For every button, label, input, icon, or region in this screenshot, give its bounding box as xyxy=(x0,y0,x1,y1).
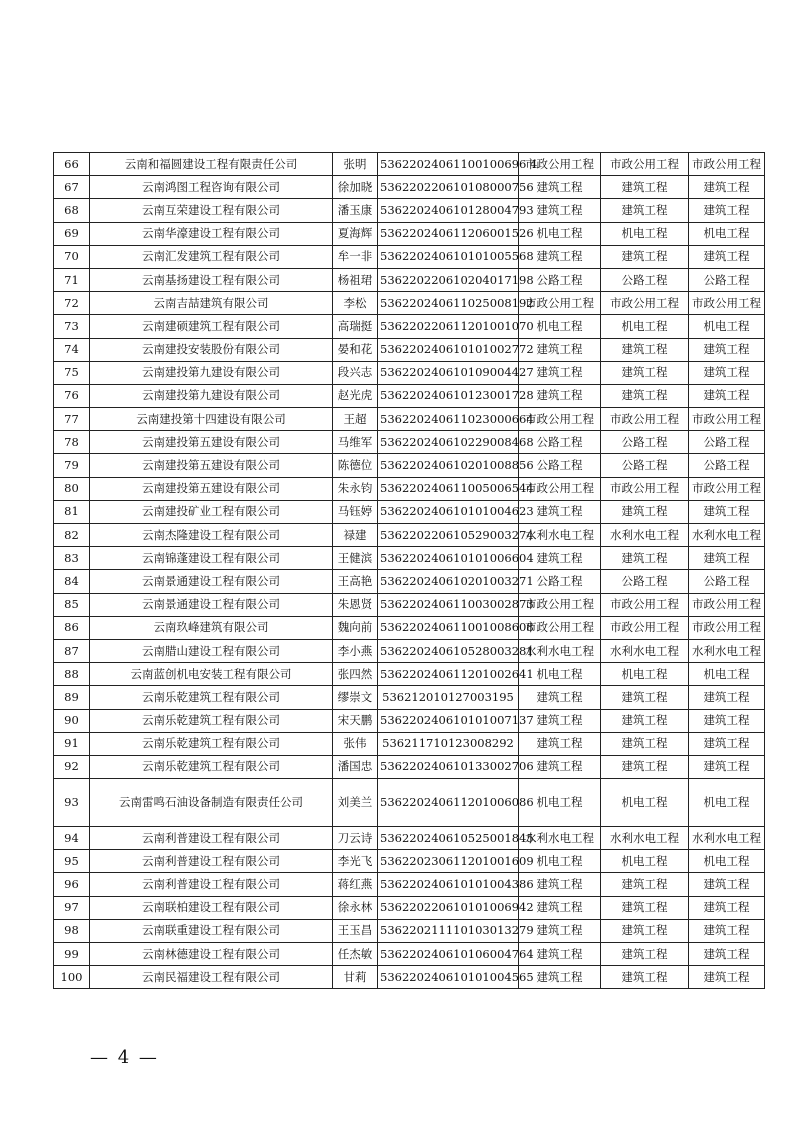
row-number: 94 xyxy=(54,827,90,850)
table-row xyxy=(54,570,765,593)
certificate-number: 536220220611201001070 xyxy=(378,315,519,338)
person-name: 马钰婷 xyxy=(333,500,378,523)
company-name: 云南玖峰建筑有限公司 xyxy=(90,616,333,639)
specialty-3: 建筑工程 xyxy=(689,245,765,268)
company-name: 云南建投第九建设有限公司 xyxy=(90,361,333,384)
company-name: 云南利普建设工程有限公司 xyxy=(90,850,333,873)
specialty-2: 机电工程 xyxy=(601,663,689,686)
table-row xyxy=(54,222,765,245)
specialty-1: 建筑工程 xyxy=(519,943,601,966)
table-row xyxy=(54,408,765,431)
certificate-number: 536220240610109004427 xyxy=(378,361,519,384)
person-name: 刀云诗 xyxy=(333,827,378,850)
certificate-number: 536220240610133002706 xyxy=(378,755,519,778)
specialty-2: 机电工程 xyxy=(601,222,689,245)
specialty-1: 水利水电工程 xyxy=(519,827,601,850)
certificate-number: 536220230611201001609 xyxy=(378,850,519,873)
person-name: 王玉昌 xyxy=(333,919,378,942)
certificate-number: 536220220610101006942 xyxy=(378,896,519,919)
row-number: 68 xyxy=(54,199,90,222)
person-name: 马维军 xyxy=(333,431,378,454)
table-row xyxy=(54,663,765,686)
specialty-2: 建筑工程 xyxy=(601,873,689,896)
specialty-1: 建筑工程 xyxy=(519,732,601,755)
row-number: 71 xyxy=(54,268,90,291)
table-row xyxy=(54,709,765,732)
certificate-number: 536220240611201006086 xyxy=(378,779,519,827)
company-name: 云南华濠建设工程有限公司 xyxy=(90,222,333,245)
specialty-2: 机电工程 xyxy=(601,779,689,827)
specialty-2: 机电工程 xyxy=(601,850,689,873)
specialty-3: 建筑工程 xyxy=(689,709,765,732)
specialty-2: 公路工程 xyxy=(601,454,689,477)
company-name: 云南建投第五建设有限公司 xyxy=(90,431,333,454)
company-name: 云南吉喆建筑有限公司 xyxy=(90,292,333,315)
specialty-3: 水利水电工程 xyxy=(689,827,765,850)
specialty-3: 市政公用工程 xyxy=(689,477,765,500)
specialty-1: 市政公用工程 xyxy=(519,153,601,176)
certificate-number: 536212010127003195 xyxy=(378,686,519,709)
specialty-1: 市政公用工程 xyxy=(519,616,601,639)
row-number: 95 xyxy=(54,850,90,873)
specialty-1: 建筑工程 xyxy=(519,709,601,732)
table-row xyxy=(54,153,765,176)
specialty-1: 建筑工程 xyxy=(519,338,601,361)
row-number: 92 xyxy=(54,755,90,778)
company-name: 云南利普建设工程有限公司 xyxy=(90,873,333,896)
company-name: 云南雷鸣石油设备制造有限责任公司 xyxy=(90,779,333,827)
table-row xyxy=(54,639,765,662)
specialty-1: 公路工程 xyxy=(519,268,601,291)
person-name: 王健滨 xyxy=(333,547,378,570)
person-name: 段兴志 xyxy=(333,361,378,384)
table-row xyxy=(54,873,765,896)
specialty-3: 机电工程 xyxy=(689,779,765,827)
company-name: 云南乐乾建筑工程有限公司 xyxy=(90,709,333,732)
table-row xyxy=(54,919,765,942)
specialty-1: 建筑工程 xyxy=(519,919,601,942)
person-name: 晏和花 xyxy=(333,338,378,361)
certificate-number: 536211710123008292 xyxy=(378,732,519,755)
person-name: 张伟 xyxy=(333,732,378,755)
specialty-3: 机电工程 xyxy=(689,222,765,245)
row-number: 77 xyxy=(54,408,90,431)
row-number: 72 xyxy=(54,292,90,315)
specialty-1: 建筑工程 xyxy=(519,199,601,222)
certificate-number: 536220240610201003271 xyxy=(378,570,519,593)
specialty-1: 水利水电工程 xyxy=(519,639,601,662)
specialty-3: 建筑工程 xyxy=(689,547,765,570)
table-row xyxy=(54,779,765,827)
certificate-number: 536220240611005006544 xyxy=(378,477,519,500)
specialty-2: 水利水电工程 xyxy=(601,827,689,850)
table-row xyxy=(54,966,765,989)
table-row xyxy=(54,547,765,570)
row-number: 70 xyxy=(54,245,90,268)
specialty-3: 建筑工程 xyxy=(689,732,765,755)
row-number: 69 xyxy=(54,222,90,245)
certificate-number: 536220240610201008856 xyxy=(378,454,519,477)
company-name: 云南蓝创机电安装工程有限公司 xyxy=(90,663,333,686)
table-row xyxy=(54,755,765,778)
row-number: 86 xyxy=(54,616,90,639)
specialty-2: 建筑工程 xyxy=(601,199,689,222)
table-row xyxy=(54,686,765,709)
person-name: 王高艳 xyxy=(333,570,378,593)
person-name: 王超 xyxy=(333,408,378,431)
specialty-2: 公路工程 xyxy=(601,570,689,593)
specialty-1: 建筑工程 xyxy=(519,686,601,709)
company-name: 云南景通建设工程有限公司 xyxy=(90,593,333,616)
specialty-1: 建筑工程 xyxy=(519,500,601,523)
registration-table xyxy=(53,152,765,989)
row-number: 91 xyxy=(54,732,90,755)
person-name: 高瑞挺 xyxy=(333,315,378,338)
table-row xyxy=(54,500,765,523)
table-row xyxy=(54,245,765,268)
certificate-number: 536220240610101004565 xyxy=(378,966,519,989)
certificate-number: 536220240610525001845 xyxy=(378,827,519,850)
company-name: 云南建投第十四建设有限公司 xyxy=(90,408,333,431)
specialty-1: 建筑工程 xyxy=(519,245,601,268)
row-number: 67 xyxy=(54,176,90,199)
row-number: 97 xyxy=(54,896,90,919)
specialty-2: 水利水电工程 xyxy=(601,524,689,547)
company-name: 云南民福建设工程有限公司 xyxy=(90,966,333,989)
specialty-1: 建筑工程 xyxy=(519,547,601,570)
company-name: 云南腊山建设工程有限公司 xyxy=(90,639,333,662)
row-number: 76 xyxy=(54,384,90,407)
specialty-1: 建筑工程 xyxy=(519,384,601,407)
person-name: 夏海辉 xyxy=(333,222,378,245)
specialty-2: 建筑工程 xyxy=(601,500,689,523)
specialty-3: 机电工程 xyxy=(689,663,765,686)
company-name: 云南建投第五建设有限公司 xyxy=(90,477,333,500)
specialty-2: 建筑工程 xyxy=(601,919,689,942)
specialty-3: 市政公用工程 xyxy=(689,593,765,616)
company-name: 云南锦蓬建设工程有限公司 xyxy=(90,547,333,570)
table-row xyxy=(54,268,765,291)
table-row xyxy=(54,896,765,919)
row-number: 66 xyxy=(54,153,90,176)
specialty-3: 建筑工程 xyxy=(689,500,765,523)
certificate-number: 536220240610101007137 xyxy=(378,709,519,732)
specialty-1: 机电工程 xyxy=(519,850,601,873)
specialty-1: 建筑工程 xyxy=(519,873,601,896)
certificate-number: 536220240610123001728 xyxy=(378,384,519,407)
specialty-1: 市政公用工程 xyxy=(519,593,601,616)
company-name: 云南林德建设工程有限公司 xyxy=(90,943,333,966)
specialty-3: 公路工程 xyxy=(689,431,765,454)
certificate-number: 536220220610529003274 xyxy=(378,524,519,547)
specialty-3: 建筑工程 xyxy=(689,966,765,989)
specialty-2: 公路工程 xyxy=(601,431,689,454)
person-name: 朱永钧 xyxy=(333,477,378,500)
certificate-number: 536220220610204017198 xyxy=(378,268,519,291)
certificate-number: 536220240610101004623 xyxy=(378,500,519,523)
row-number: 75 xyxy=(54,361,90,384)
company-name: 云南乐乾建筑工程有限公司 xyxy=(90,686,333,709)
certificate-number: 536220240610128004793 xyxy=(378,199,519,222)
table-row xyxy=(54,732,765,755)
specialty-1: 公路工程 xyxy=(519,570,601,593)
specialty-1: 水利水电工程 xyxy=(519,524,601,547)
row-number: 96 xyxy=(54,873,90,896)
person-name: 潘玉康 xyxy=(333,199,378,222)
person-name: 张四然 xyxy=(333,663,378,686)
table-row xyxy=(54,593,765,616)
specialty-1: 公路工程 xyxy=(519,454,601,477)
specialty-1: 建筑工程 xyxy=(519,755,601,778)
page-number: — 4 — xyxy=(90,1047,159,1068)
table-row xyxy=(54,454,765,477)
specialty-1: 机电工程 xyxy=(519,779,601,827)
specialty-2: 建筑工程 xyxy=(601,755,689,778)
specialty-3: 建筑工程 xyxy=(689,199,765,222)
table-row xyxy=(54,943,765,966)
company-name: 云南建投第九建设有限公司 xyxy=(90,384,333,407)
table-row xyxy=(54,431,765,454)
certificate-number: 536220240610101002772 xyxy=(378,338,519,361)
row-number: 83 xyxy=(54,547,90,570)
row-number: 78 xyxy=(54,431,90,454)
specialty-2: 市政公用工程 xyxy=(601,616,689,639)
specialty-1: 市政公用工程 xyxy=(519,408,601,431)
specialty-3: 机电工程 xyxy=(689,315,765,338)
specialty-3: 建筑工程 xyxy=(689,919,765,942)
specialty-2: 建筑工程 xyxy=(601,732,689,755)
table-row xyxy=(54,199,765,222)
table-row xyxy=(54,477,765,500)
person-name: 牟一非 xyxy=(333,245,378,268)
certificate-number: 536220211110103013279 xyxy=(378,919,519,942)
row-number: 79 xyxy=(54,454,90,477)
table-row xyxy=(54,384,765,407)
certificate-number: 536220240611003002873 xyxy=(378,593,519,616)
person-name: 缪崇文 xyxy=(333,686,378,709)
certificate-number: 536220240611023000664 xyxy=(378,408,519,431)
certificate-number: 536220240610229008468 xyxy=(378,431,519,454)
person-name: 禄建 xyxy=(333,524,378,547)
specialty-3: 市政公用工程 xyxy=(689,292,765,315)
person-name: 徐永林 xyxy=(333,896,378,919)
person-name: 潘国忠 xyxy=(333,755,378,778)
table-row xyxy=(54,361,765,384)
company-name: 云南建投矿业工程有限公司 xyxy=(90,500,333,523)
certificate-number: 53622024061100100696 4 xyxy=(378,153,519,176)
person-name: 甘莉 xyxy=(333,966,378,989)
specialty-2: 水利水电工程 xyxy=(601,639,689,662)
company-name: 云南基扬建设工程有限公司 xyxy=(90,268,333,291)
specialty-1: 市政公用工程 xyxy=(519,477,601,500)
table-row xyxy=(54,338,765,361)
specialty-3: 市政公用工程 xyxy=(689,408,765,431)
person-name: 李松 xyxy=(333,292,378,315)
table-row xyxy=(54,827,765,850)
person-name: 陈德位 xyxy=(333,454,378,477)
row-number: 80 xyxy=(54,477,90,500)
row-number: 85 xyxy=(54,593,90,616)
specialty-1: 机电工程 xyxy=(519,315,601,338)
table-row xyxy=(54,315,765,338)
company-name: 云南杰隆建设工程有限公司 xyxy=(90,524,333,547)
specialty-3: 公路工程 xyxy=(689,454,765,477)
company-name: 云南建投第五建设有限公司 xyxy=(90,454,333,477)
specialty-2: 建筑工程 xyxy=(601,686,689,709)
person-name: 杨祖珺 xyxy=(333,268,378,291)
specialty-1: 建筑工程 xyxy=(519,176,601,199)
specialty-3: 机电工程 xyxy=(689,850,765,873)
row-number: 84 xyxy=(54,570,90,593)
specialty-3: 市政公用工程 xyxy=(689,153,765,176)
row-number: 93 xyxy=(54,779,90,827)
row-number: 99 xyxy=(54,943,90,966)
person-name: 魏向前 xyxy=(333,616,378,639)
specialty-3: 建筑工程 xyxy=(689,338,765,361)
specialty-2: 机电工程 xyxy=(601,315,689,338)
specialty-2: 建筑工程 xyxy=(601,384,689,407)
table-row xyxy=(54,850,765,873)
specialty-2: 公路工程 xyxy=(601,268,689,291)
specialty-1: 机电工程 xyxy=(519,222,601,245)
specialty-3: 建筑工程 xyxy=(689,176,765,199)
specialty-1: 建筑工程 xyxy=(519,966,601,989)
row-number: 82 xyxy=(54,524,90,547)
specialty-2: 建筑工程 xyxy=(601,896,689,919)
person-name: 赵光虎 xyxy=(333,384,378,407)
company-name: 云南乐乾建筑工程有限公司 xyxy=(90,755,333,778)
table-row xyxy=(54,176,765,199)
person-name: 李光飞 xyxy=(333,850,378,873)
specialty-2: 建筑工程 xyxy=(601,943,689,966)
certificate-number: 536220240611201002641 xyxy=(378,663,519,686)
specialty-3: 公路工程 xyxy=(689,570,765,593)
row-number: 89 xyxy=(54,686,90,709)
company-name: 云南联重建设工程有限公司 xyxy=(90,919,333,942)
person-name: 蒋红燕 xyxy=(333,873,378,896)
certificate-number: 536220240610101005568 xyxy=(378,245,519,268)
company-name: 云南鸿图工程咨询有限公司 xyxy=(90,176,333,199)
specialty-2: 市政公用工程 xyxy=(601,153,689,176)
specialty-1: 市政公用工程 xyxy=(519,292,601,315)
person-name: 李小燕 xyxy=(333,639,378,662)
certificate-number: 536220220610108000756 xyxy=(378,176,519,199)
table-row xyxy=(54,292,765,315)
company-name: 云南乐乾建筑工程有限公司 xyxy=(90,732,333,755)
specialty-3: 水利水电工程 xyxy=(689,524,765,547)
person-name: 任杰敏 xyxy=(333,943,378,966)
specialty-1: 机电工程 xyxy=(519,663,601,686)
row-number: 74 xyxy=(54,338,90,361)
table-row xyxy=(54,616,765,639)
company-name: 云南互荣建设工程有限公司 xyxy=(90,199,333,222)
specialty-2: 市政公用工程 xyxy=(601,477,689,500)
certificate-number: 536220240610101004386 xyxy=(378,873,519,896)
row-number: 88 xyxy=(54,663,90,686)
certificate-number: 536220240611001008608 xyxy=(378,616,519,639)
company-name: 云南利普建设工程有限公司 xyxy=(90,827,333,850)
specialty-3: 市政公用工程 xyxy=(689,616,765,639)
person-name: 张明 xyxy=(333,153,378,176)
company-name: 云南汇发建筑工程有限公司 xyxy=(90,245,333,268)
row-number: 87 xyxy=(54,639,90,662)
specialty-3: 建筑工程 xyxy=(689,361,765,384)
specialty-2: 市政公用工程 xyxy=(601,593,689,616)
company-name: 云南建投安装股份有限公司 xyxy=(90,338,333,361)
table-body xyxy=(54,153,765,989)
person-name: 宋天鹏 xyxy=(333,709,378,732)
specialty-2: 建筑工程 xyxy=(601,709,689,732)
specialty-1: 公路工程 xyxy=(519,431,601,454)
specialty-3: 建筑工程 xyxy=(689,896,765,919)
certificate-number: 536220240611025008192 xyxy=(378,292,519,315)
specialty-3: 水利水电工程 xyxy=(689,639,765,662)
specialty-2: 建筑工程 xyxy=(601,547,689,570)
company-name: 云南联柏建设工程有限公司 xyxy=(90,896,333,919)
certificate-number: 536220240610106004764 xyxy=(378,943,519,966)
specialty-3: 建筑工程 xyxy=(689,384,765,407)
specialty-3: 建筑工程 xyxy=(689,943,765,966)
specialty-2: 市政公用工程 xyxy=(601,292,689,315)
person-name: 刘美兰 xyxy=(333,779,378,827)
certificate-number: 536220240610101006604 xyxy=(378,547,519,570)
specialty-2: 建筑工程 xyxy=(601,361,689,384)
row-number: 81 xyxy=(54,500,90,523)
table-row xyxy=(54,524,765,547)
specialty-3: 建筑工程 xyxy=(689,686,765,709)
specialty-1: 建筑工程 xyxy=(519,896,601,919)
specialty-2: 市政公用工程 xyxy=(601,408,689,431)
row-number: 73 xyxy=(54,315,90,338)
specialty-3: 建筑工程 xyxy=(689,873,765,896)
specialty-2: 建筑工程 xyxy=(601,176,689,199)
specialty-2: 建筑工程 xyxy=(601,245,689,268)
certificate-number: 536220240610528003281 xyxy=(378,639,519,662)
company-name: 云南和福圆建设工程有限责任公司 xyxy=(90,153,333,176)
specialty-1: 建筑工程 xyxy=(519,361,601,384)
person-name: 徐加晓 xyxy=(333,176,378,199)
specialty-2: 建筑工程 xyxy=(601,966,689,989)
person-name: 朱恩贤 xyxy=(333,593,378,616)
row-number: 100 xyxy=(54,966,90,989)
specialty-3: 公路工程 xyxy=(689,268,765,291)
company-name: 云南建硕建筑工程有限公司 xyxy=(90,315,333,338)
row-number: 90 xyxy=(54,709,90,732)
company-name: 云南景通建设工程有限公司 xyxy=(90,570,333,593)
certificate-number: 536220240611206001526 xyxy=(378,222,519,245)
specialty-2: 建筑工程 xyxy=(601,338,689,361)
row-number: 98 xyxy=(54,919,90,942)
specialty-3: 建筑工程 xyxy=(689,755,765,778)
